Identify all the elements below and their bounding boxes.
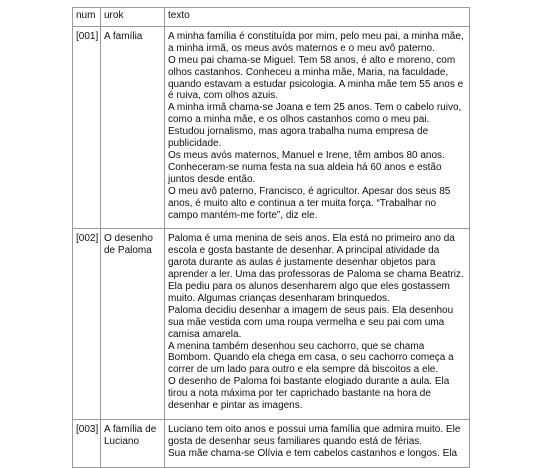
header-urok: urok (101, 8, 165, 27)
header-row (73, 8, 470, 27)
row-texto (165, 26, 470, 229)
header-num: num (73, 8, 101, 27)
row-urok: A família (101, 26, 165, 229)
paragraph: Luciano tem oito anos e possui uma família que admira muito. Ele gosta de desenhar seus familiares quando está de férias. (168, 424, 461, 447)
paragraph: A minha irmã chama-se Joana e tem 25 anos. Tem o cabelo ruivo, como a minha mãe, e os olhos castanhos como o meu pai. Estudou jornalismo, mas agora trabalha numa empresa de publicidade. (168, 102, 462, 150)
row-num: [001] (73, 26, 101, 229)
row-texto (165, 420, 470, 468)
paragraph: Paloma decidiu desenhar a imagem de seus pais. Ela desenhou sua mãe vestida com uma roupa vermelha e seu pai com uma camisa amarela. (168, 304, 454, 340)
lessons-table (72, 7, 470, 468)
paragraph: A menina também desenhou seu cachorro, que se chama Bombom. Quando ela chega em casa, o seu cachorro começa a correr de um lado para outro e ela sempre dá biscoitos a ele. (168, 340, 454, 376)
table-row (73, 26, 470, 229)
table-row (73, 229, 470, 420)
row-urok: O desenho de Paloma (101, 229, 165, 420)
paragraph: Sua mãe chama-se Olívia e tem cabelos castanhos e longos. Ela (168, 447, 458, 459)
header-texto: texto (165, 8, 470, 27)
row-urok: A família de Luciano (101, 420, 165, 468)
paragraph: Paloma é uma menina de seis anos. Ela está no primeiro ano da escola e gosta bastante de desenhar. A principal atividade da garota durante as aulas é justamente desenhar objetos para aprender a ler. Uma das professoras de Paloma se chama Beatriz. Ela pediu para os alunos desenharem algo que eles gostassem muito. Algumas crianças desenharam brinquedos. (168, 233, 464, 304)
row-num: [003] (73, 420, 101, 468)
row-texto (165, 229, 470, 420)
paragraph: A minha família é constituída por mim, pelo meu pai, a minha mãe, a minha irmã, os meus avós maternos e o meu avô paterno. (168, 30, 464, 54)
paragraph: Os meus avós maternos, Manuel e Irene, têm ambos 80 anos. Conheceram-se numa festa na sua aldeia há 60 anos e estão juntos desde então. (168, 149, 445, 185)
paragraph: O desenho de Paloma foi bastante elogiado durante a aula. Ela tirou a nota máxima por ter caprichado bastante na hora de desenhar e pintar as imagens. (168, 376, 450, 412)
row-num: [002] (73, 229, 101, 420)
paragraph: O meu pai chama-se Miguel. Tem 58 anos, é alto e moreno, com olhos castanhos. Conheceu a minha mãe, Maria, na faculdade, quando estavam a estudar psicologia. A minha mãe tem 55 anos e é ruiva, com olhos azuis. (168, 54, 464, 102)
paragraph: O meu avô paterno, Francisco, é agricultor. Apesar dos seus 85 anos, é muito alto e continua a ter muita força. “Trabalhar no campo mantém-me forte”, diz ele. (168, 185, 451, 221)
table-row (73, 420, 470, 468)
